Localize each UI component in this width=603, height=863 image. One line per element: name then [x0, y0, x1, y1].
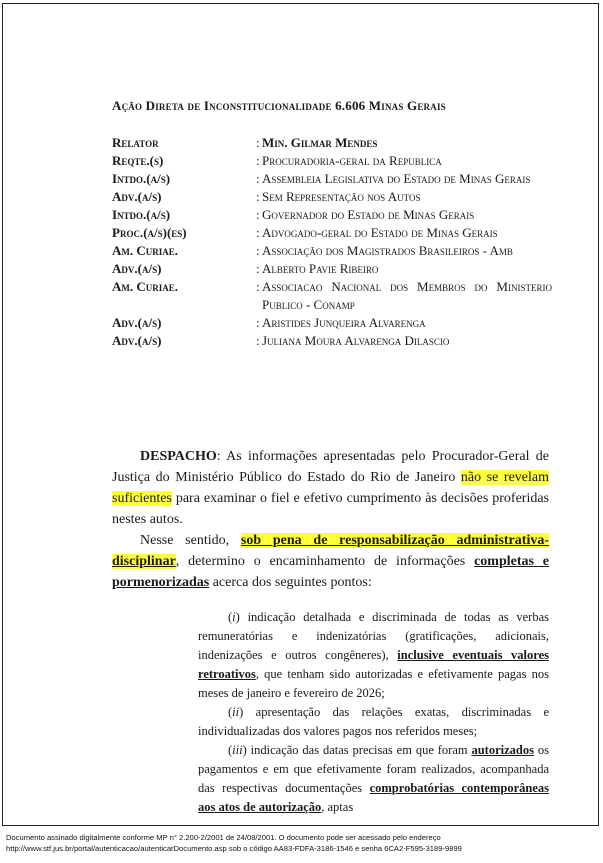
- signature-footer: [6, 832, 598, 854]
- party-separator: :: [256, 243, 260, 258]
- party-separator: :: [256, 153, 260, 168]
- item-text: indicação detalhada e discriminada de todas as verbas remuneratórias e indenizatórias (gratificações, adicionais, indenizações e outros congêneres),: [198, 610, 549, 662]
- highlight-penalty: sob pena de responsabilização administrativa-disciplinar: [112, 533, 549, 569]
- party-row: [112, 260, 552, 278]
- item-emph: comprobatórias contemporâneas aos atos de autorização: [198, 781, 549, 814]
- item-text: , que tenham sido autorizadas e efetivamente pagas nos meses de janeiro e fevereiro de 2026;: [198, 667, 549, 700]
- party-row: [112, 314, 552, 332]
- quote-item-1: (i) indicação detalhada e discriminada de todas as verbas remuneratórias e indenizatórias (gratificações, adicionais, indenizações e outros congêneres), inclusive eventuais valores retroativos, que tenham sido autorizadas e efetivamente pagas nos meses de janeiro e fevereiro de 2026;: [198, 610, 550, 700]
- paragraph1-text-b: para examinar o fiel e efetivo cumprimento às decisões proferidas nestes autos.: [112, 491, 549, 527]
- party-row: [112, 242, 552, 260]
- party-role: Intdo.(a/s): [112, 171, 171, 186]
- party-name: Associacao Nacional dos Membros do Ministerio Publico - Conamp: [262, 279, 552, 312]
- party-role: Adv.(a/s): [112, 261, 162, 276]
- highlight-insuficientes: não se revelam suficientes: [112, 470, 549, 506]
- party-role: Intdo.(a/s): [112, 207, 171, 222]
- paragraph2-text-a: Nesse sentido,: [140, 533, 241, 548]
- footer-line-2: http://www.stf.jus.br/portal/autenticacao/autenticarDocumento.asp sob o código AA83-FDFA-3186-1546 e senha 6CA2-F595-3189-9899: [6, 844, 462, 853]
- party-role: Adv.(a/s): [112, 189, 162, 204]
- item-emph: inclusive eventuais valores retroativos: [198, 648, 550, 681]
- emph-completas: completas e pormenorizadas: [112, 554, 549, 590]
- party-row: [112, 278, 552, 314]
- case-title: Ação Direta de Inconstitucionalidade 6.606 Minas Gerais: [112, 98, 446, 113]
- party-name: Associação dos Magistrados Brasileiros - Amb: [262, 243, 513, 258]
- party-row: [112, 206, 552, 224]
- paragraph-determination: [112, 530, 549, 593]
- requested-items: [198, 608, 549, 817]
- party-separator: :: [256, 333, 260, 348]
- party-role: Am. Curiae.: [112, 243, 179, 258]
- quote-item-2: (ii) apresentação das relações exatas, discriminadas e individualizadas dos valores pagos nos referidos meses;: [198, 705, 549, 738]
- party-role: Am. Curiae.: [112, 279, 179, 294]
- party-row: [112, 224, 552, 242]
- item-emph: autorizados: [471, 743, 534, 757]
- party-name: Sem Representação nos Autos: [262, 189, 421, 204]
- paragraph2-text-c: acerca dos seguintes pontos:: [209, 575, 372, 590]
- paragraph1-text-a: : As informações apresentadas pelo Procurador-Geral de Justiça do Ministério Público do Estado do Rio de Janeiro: [112, 449, 549, 485]
- party-role: Adv.(a/s): [112, 315, 162, 330]
- item-text: apresentação das relações exatas, discriminadas e individualizadas dos valores pagos nos referidos meses;: [198, 705, 549, 738]
- party-separator: :: [256, 225, 260, 240]
- item-number: iii: [232, 743, 243, 757]
- party-name: Advogado-geral do Estado de Minas Gerais: [262, 225, 498, 240]
- party-separator: :: [256, 189, 260, 204]
- paragraph-despacho: [112, 446, 549, 530]
- party-role: Adv.(a/s): [112, 333, 162, 348]
- party-name: Aristides Junqueira Alvarenga: [262, 315, 426, 330]
- party-name: Governador do Estado de Minas Gerais: [262, 207, 475, 222]
- item-text: , aptas: [321, 800, 354, 814]
- party-role: Proc.(a/s)(es): [112, 225, 187, 240]
- party-separator: :: [256, 315, 260, 330]
- party-name: Juliana Moura Alvarenga Dilascio: [262, 333, 450, 348]
- item-number: i: [232, 610, 236, 624]
- item-number: ii: [232, 705, 240, 719]
- paragraph2-text-b: , determino o encaminhamento de informações: [175, 554, 475, 569]
- dispatch-body: [112, 446, 549, 593]
- parties-list: [112, 134, 552, 350]
- party-row: [112, 188, 552, 206]
- despacho-label: DESPACHO: [140, 449, 217, 464]
- item-text: indicação das datas precisas em que foram: [246, 743, 472, 757]
- party-row: [112, 134, 552, 152]
- party-separator: :: [256, 261, 260, 276]
- party-name: Assembleia Legislativa do Estado de Minas Gerais: [262, 171, 531, 186]
- item-text: os pagamentos e em que efetivamente foram realizados, acompanhada das respectivas documentações: [198, 743, 549, 795]
- party-row: [112, 170, 552, 188]
- party-row: [112, 152, 552, 170]
- party-role: Relator: [112, 135, 159, 150]
- party-row: [112, 332, 552, 350]
- party-name: Alberto Pavie Ribeiro: [262, 261, 379, 276]
- party-role: Reqte.(s): [112, 153, 164, 168]
- party-name: Min. Gilmar Mendes: [262, 135, 378, 150]
- party-separator: :: [256, 135, 260, 150]
- party-name: Procuradoria-geral da Republica: [262, 153, 442, 168]
- party-separator: :: [256, 279, 260, 294]
- party-separator: :: [256, 207, 260, 222]
- quote-item-3: (iii) indicação das datas precisas em que foram autorizados os pagamentos e em que efetivamente foram realizados, acompanhada das respectivas documentações comprobatórias contemporâneas aos atos de autorização, aptas: [198, 743, 549, 814]
- party-separator: :: [256, 171, 260, 186]
- footer-line-1: Documento assinado digitalmente conforme MP n° 2.200-2/2001 de 24/08/2001. O documento pode ser acessado pelo endereço: [6, 833, 441, 842]
